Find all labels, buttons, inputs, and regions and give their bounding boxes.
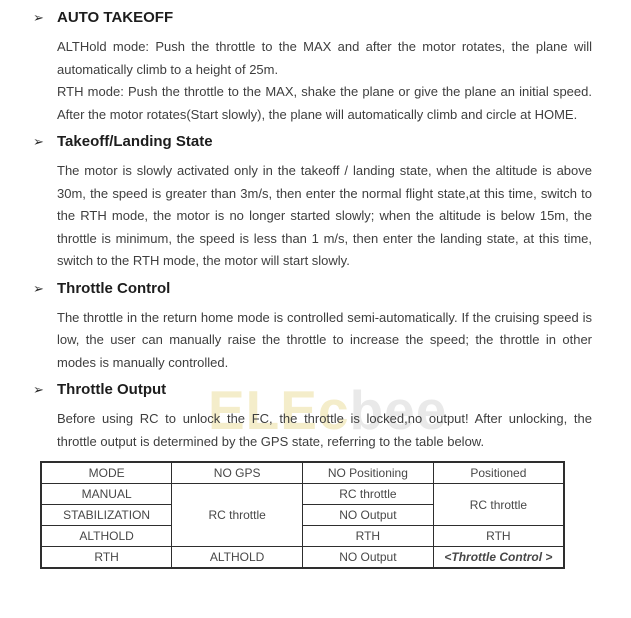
table-cell-no-positioning: NO Output xyxy=(303,547,434,569)
arrow-bullet-icon: ➢ xyxy=(33,382,44,397)
table-cell-no-gps: ALTHOLD xyxy=(172,547,303,569)
table-cell-mode: STABILIZATION xyxy=(41,505,172,526)
table-cell-positioned: RTH xyxy=(433,526,564,547)
table-header-cell-no-positioning: NO Positioning xyxy=(303,462,434,484)
section-title: Takeoff/Landing State xyxy=(57,133,213,150)
watermark-text-yellow: ELEc xyxy=(208,379,350,441)
table-row xyxy=(41,526,564,547)
paragraph: The motor is slowly activated only in the takeoff / landing state, when the altitude is above 30m, the speed is greater than 3m/s, then enter the normal flight state,at this time, switch to the RTH mode, the motor is no longer started slowly; when the altitude is below 15m, the throttle is minimum, the speed is less than 1 m/s, then enter the landing state, at this time, switch to the RTH mode, the motor will start slowly. xyxy=(57,163,592,268)
table-cell-no-positioning: RTH xyxy=(303,526,434,547)
table-header-row xyxy=(41,462,564,484)
table-row xyxy=(41,484,564,505)
section-title: Throttle Control xyxy=(57,279,171,297)
throttle-output-table xyxy=(40,461,565,569)
arrow-bullet-icon: ➢ xyxy=(33,134,44,149)
page-content xyxy=(0,8,631,569)
table-cell-positioned: RC throttle xyxy=(433,484,564,526)
table-cell-no-positioning: NO Output xyxy=(303,505,434,526)
arrow-bullet-icon: ➢ xyxy=(33,280,44,296)
table-cell-mode: MANUAL xyxy=(41,484,172,505)
paragraph: RTH mode: Push the throttle to the MAX, shake the plane or give the plane an initial speed. After the motor rotates(Start slowly), the plane will automatically climb and circle at HOME. xyxy=(57,84,592,122)
watermark-text-gray: bee xyxy=(349,379,448,441)
table-header-cell-no-gps: NO GPS xyxy=(172,462,303,484)
table-cell-no-positioning: RC throttle xyxy=(303,484,434,505)
paragraph: ALTHold mode: Push the throttle to the MAX and after the motor rotates, the plane will automatically climb to a height of 25m. xyxy=(57,39,592,77)
section-heading-throttle-output xyxy=(33,380,592,400)
table-header-cell-positioned: Positioned xyxy=(433,462,564,484)
arrow-bullet-icon: ➢ xyxy=(33,10,44,25)
table-cell-throttle-control: <Throttle Control > xyxy=(433,547,564,569)
table-header-cell-mode: MODE xyxy=(41,462,172,484)
table-cell-no-gps: RC throttle xyxy=(172,484,303,547)
table-row xyxy=(41,547,564,569)
table-cell-mode: RTH xyxy=(41,547,172,569)
section-heading-takeoff-landing-state xyxy=(33,132,592,152)
section-heading-auto-takeoff xyxy=(33,8,592,28)
table-cell-mode: ALTHOLD xyxy=(41,526,172,547)
section-title: AUTO TAKEOFF xyxy=(57,9,174,26)
paragraph: Before using RC to unlock the FC, the throttle is locked,no output! After unlocking, the throttle output is determined by the GPS state, referring to the table below. xyxy=(57,411,592,449)
paragraph: The throttle in the return home mode is controlled semi-automatically. If the cruising speed is low, the user can manually raise the throttle to increase the speed; the throttle in other modes is manually controlled. xyxy=(57,309,592,370)
section-heading-throttle-control xyxy=(33,279,592,299)
section-title: Throttle Output xyxy=(57,381,167,398)
